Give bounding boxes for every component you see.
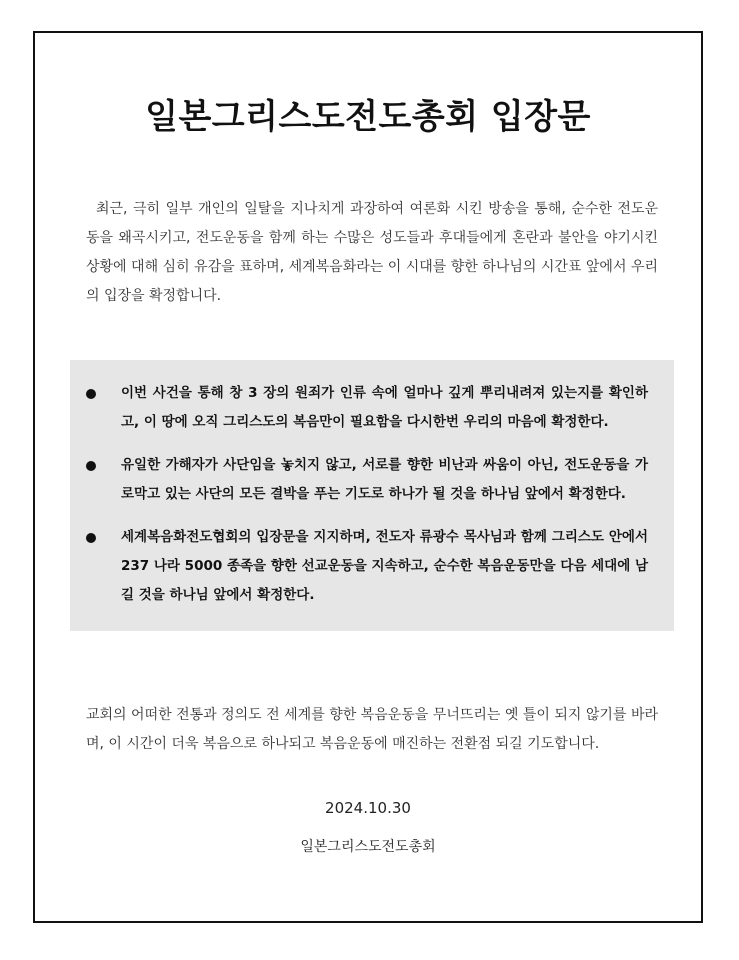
- resolution-text: 유일한 가해자가 사단임을 놓치지 않고, 서로를 향한 비난과 싸움이 아닌, 전도운동을 가로막고 있는 사단의 모든 결박을 푸는 기도로 하나가 될 것을 하나님 앞에서 확정한다.: [121, 457, 648, 502]
- intro-paragraph: [86, 195, 658, 311]
- intro-text: 최근, 극히 일부 개인의 일탈을 지나치게 과장하여 여론화 시킨 방송을 통해, 순수한 전도운동을 왜곡시키고, 전도운동을 함께 하는 수많은 성도들과 후대들에게 혼란과 불안을 야기시킨 상황에 대해 심히 유감을 표하며, 세계복음화라는 이 시대를 향한 하나님의 시간표 앞에서 우리의 입장을 확정합니다.: [86, 201, 658, 304]
- closing-paragraph: 교회의 어떠한 전통과 정의도 전 세계를 향한 복음운동을 무너뜨리는 옛 틀이 되지 않기를 바라며, 이 시간이 더욱 복음으로 하나되고 복음운동에 매진하는 전환점 되길 기도합니다.: [86, 707, 658, 752]
- resolution-item: [86, 523, 648, 610]
- document-frame: [33, 31, 703, 923]
- resolution-text: 이번 사건을 통해 창 3 장의 원죄가 인류 속에 얼마나 깊게 뿌리내려져 있는지를 확인하고, 이 땅에 오직 그리스도의 복음만이 필요함을 다시한번 우리의 마음에 확정한다.: [121, 385, 648, 430]
- bullet-icon: [86, 389, 96, 399]
- bullet-icon: [86, 461, 96, 471]
- document-date: 2024.10.30: [325, 799, 411, 817]
- document-title: 일본그리스도전도총회 입장문: [145, 97, 591, 137]
- resolution-item: [86, 379, 648, 437]
- resolutions-list: [86, 379, 648, 610]
- signature: 일본그리스도전도총회: [300, 839, 436, 855]
- resolutions-box: [70, 360, 674, 631]
- bullet-icon: [86, 533, 96, 543]
- resolution-item: [86, 451, 648, 509]
- resolution-text: 세계복음화전도협회의 입장문을 지지하며, 전도자 류광수 목사님과 함께 그리스도 안에서 237 나라 5000 종족을 향한 선교운동을 지속하고, 순수한 복음운동만을 다음 세대에 남길 것을 하나님 앞에서 확정한다.: [121, 529, 648, 603]
